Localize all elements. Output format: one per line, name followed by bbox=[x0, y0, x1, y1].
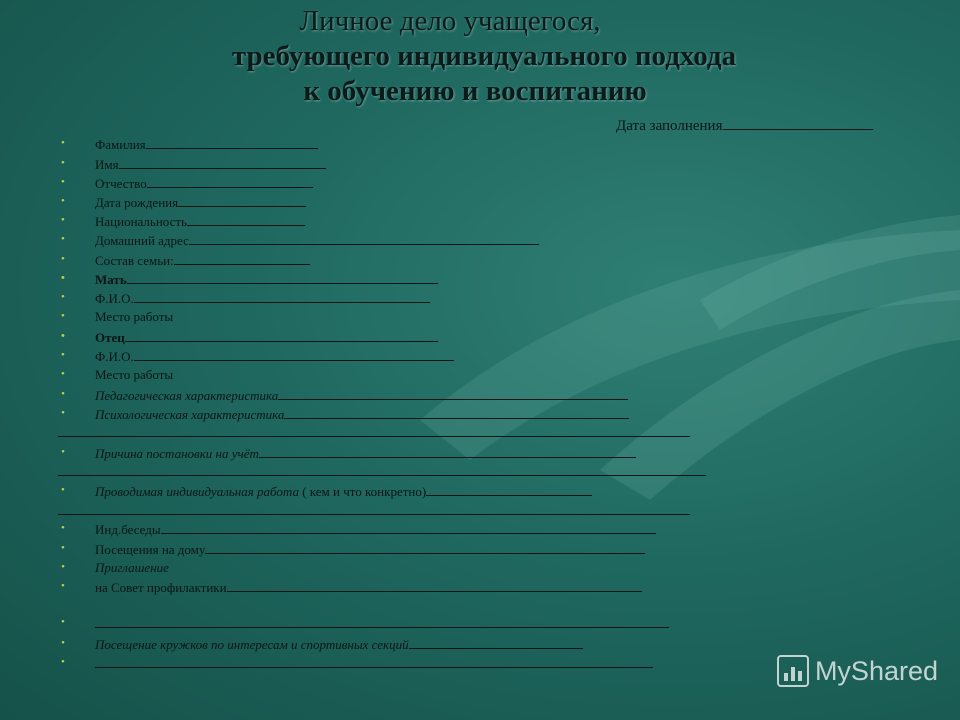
bullet-icon: • bbox=[61, 484, 65, 496]
watermark bbox=[777, 655, 938, 687]
blank-line bbox=[127, 270, 438, 284]
bullet-icon: • bbox=[61, 195, 65, 207]
field-nationality: • Национальность bbox=[95, 212, 305, 230]
bullet-icon: • bbox=[61, 522, 65, 534]
field-psychological: • Психологическая характеристика bbox=[95, 405, 629, 423]
field-pedagogical: • Педагогическая характеристика bbox=[95, 386, 628, 404]
bullet-icon: • bbox=[61, 137, 65, 149]
blank-line bbox=[426, 482, 592, 496]
bullet-icon: • bbox=[61, 233, 65, 245]
field-patronymic: • Отчество bbox=[95, 174, 313, 192]
field-individual-talks: • Инд.беседы bbox=[95, 520, 656, 538]
blank-line bbox=[95, 654, 653, 668]
blank-line bbox=[284, 405, 629, 419]
page-title bbox=[0, 4, 960, 109]
blank-line bbox=[161, 520, 656, 534]
blank-line bbox=[58, 462, 706, 476]
bullet-icon: • bbox=[61, 446, 65, 458]
bullet-icon: • bbox=[61, 214, 65, 226]
bullet-icon: • bbox=[61, 637, 65, 649]
blank-row bbox=[58, 462, 706, 480]
bullet-icon: • bbox=[61, 310, 65, 322]
blank-line bbox=[227, 578, 642, 592]
field-first-name: • Имя bbox=[95, 155, 326, 173]
bullet-icon: • bbox=[61, 656, 65, 668]
blank-line bbox=[95, 614, 669, 628]
blank-line bbox=[125, 328, 438, 342]
bullet-icon: • bbox=[61, 561, 65, 573]
bullet-icon: • bbox=[61, 291, 65, 303]
title-line-2: требующего индивидуального подхода bbox=[231, 40, 737, 72]
blank-line bbox=[58, 423, 690, 437]
bullet-icon: • bbox=[61, 176, 65, 188]
blank-row bbox=[61, 654, 653, 672]
blank-line bbox=[134, 289, 430, 303]
field-registration-reason: • Причина постановки на учёт bbox=[95, 444, 636, 462]
bullet-icon: • bbox=[61, 407, 65, 419]
field-home-address: • Домашний адрес bbox=[95, 231, 539, 249]
field-father: • Отец bbox=[95, 328, 438, 346]
field-mother-work: • Место работы bbox=[61, 309, 174, 324]
blank-line bbox=[134, 347, 454, 361]
blank-line bbox=[58, 501, 690, 515]
title-line-1: Личное дело учащегося, bbox=[299, 5, 601, 37]
bullet-icon: • bbox=[61, 368, 65, 380]
field-prevention-council: • на Совет профилактики bbox=[95, 578, 642, 596]
bullet-icon: • bbox=[61, 580, 65, 592]
bullet-icon: • bbox=[61, 253, 65, 265]
blank-line bbox=[147, 174, 313, 188]
blank-line bbox=[278, 386, 628, 400]
blank-line bbox=[146, 135, 318, 149]
fill-date-field bbox=[616, 116, 873, 135]
field-father-work: • Место работы bbox=[61, 367, 174, 382]
watermark-text: MyShared bbox=[814, 655, 938, 686]
field-mother: • Мать bbox=[95, 270, 438, 288]
blank-line bbox=[189, 231, 539, 245]
field-birth-date: • Дата рождения bbox=[95, 193, 306, 211]
blank-line bbox=[409, 635, 583, 649]
blank-line bbox=[178, 193, 306, 207]
bullet-icon: • bbox=[61, 272, 65, 284]
bullet-icon: • bbox=[61, 330, 65, 342]
field-surname: • Фамилия bbox=[95, 135, 318, 153]
field-home-visits: • Посещения на дому bbox=[95, 540, 645, 558]
blank-row bbox=[58, 423, 690, 441]
field-mother-name: • Ф.И.О. bbox=[95, 289, 430, 307]
field-clubs: • Посещение кружков по интересам и спортивных секций bbox=[95, 635, 583, 653]
blank-row bbox=[61, 614, 669, 632]
bullet-icon: • bbox=[61, 349, 65, 361]
field-invitation: • Приглашение bbox=[61, 560, 169, 575]
blank-line bbox=[174, 251, 310, 265]
field-individual-work: • Проводимая индивидуальная работа ( кем и что конкретно) bbox=[95, 482, 592, 500]
blank-line bbox=[187, 212, 305, 226]
blank-row bbox=[58, 501, 690, 519]
bullet-icon: • bbox=[61, 542, 65, 554]
bullet-icon: • bbox=[61, 388, 65, 400]
bullet-icon: • bbox=[61, 157, 65, 169]
fill-date-label: Дата заполнения bbox=[616, 118, 723, 134]
title-line-3: к обучению и воспитанию bbox=[303, 75, 647, 107]
field-father-name: • Ф.И.О. bbox=[95, 347, 454, 365]
bullet-icon: • bbox=[61, 616, 65, 628]
blank-line bbox=[205, 540, 645, 554]
presentation-icon bbox=[777, 655, 809, 687]
blank-line bbox=[259, 444, 636, 458]
field-family: • Состав семьи: bbox=[95, 251, 310, 269]
blank-line bbox=[119, 155, 326, 169]
blank-line bbox=[723, 116, 873, 130]
